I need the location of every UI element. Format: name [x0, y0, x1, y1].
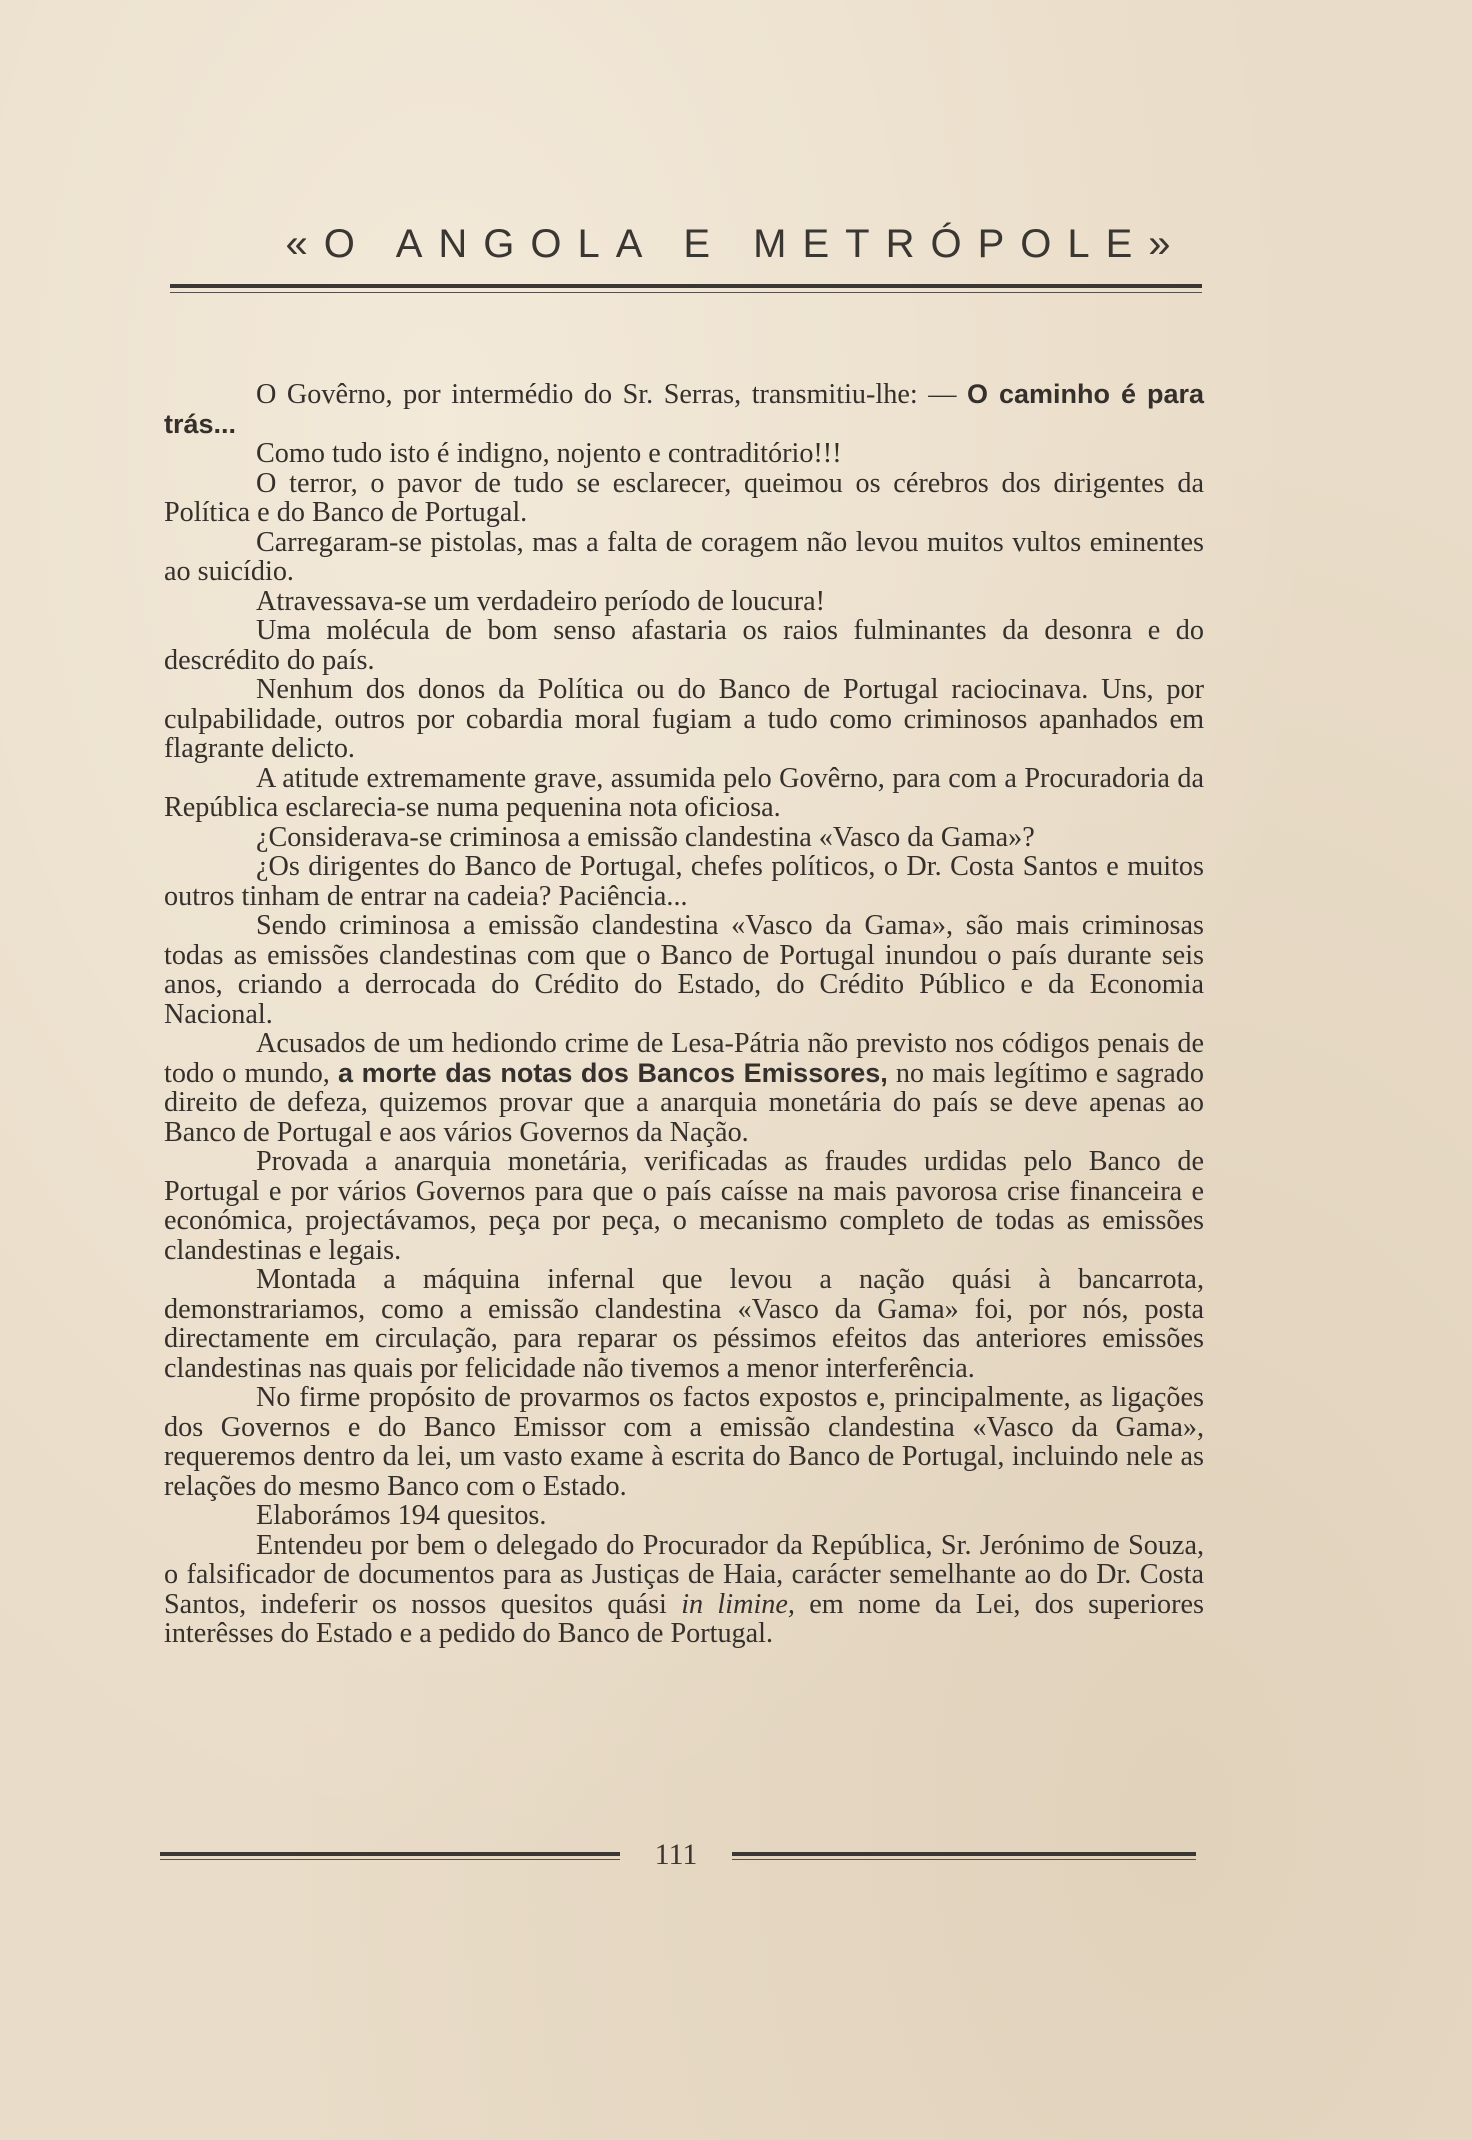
header-rule-thick: [170, 284, 1202, 288]
paragraph: [164, 1147, 1204, 1265]
paragraph-text: Atravessava-se um verdadeiro período de loucura!: [256, 585, 825, 617]
paragraph-text: Carregaram-se pistolas, mas a falta de coragem não levou muitos vultos eminentes ao suicídio.: [164, 526, 1204, 587]
header-rule-thin: [170, 292, 1202, 293]
paragraph: [164, 1501, 1204, 1531]
emphasis-bold-text: O caminho é para trás...: [164, 379, 1205, 439]
paragraph: [164, 675, 1204, 764]
paragraph-text: Como tudo isto é indigno, nojento e contraditório!!!: [256, 438, 842, 469]
page-number: 111: [654, 1838, 698, 1871]
paragraph: [164, 1265, 1204, 1383]
paragraph-text: O Govêrno, por intermédio do Sr. Serras, transmitiu-lhe: —: [256, 379, 967, 410]
paragraph-text: ¿Considerava-se criminosa a emissão clandestina «Vasco da Gama»?: [256, 821, 1035, 853]
footer-rule-right: [732, 1852, 1196, 1860]
paragraph: [164, 469, 1204, 528]
paragraph-text: no mais legítimo e sagrado direito de defeza, quizemos provar que a anarquia monetária do país se deve apenas ao Banco de Portugal e aos vários Governos da Nação.: [164, 1057, 1204, 1148]
paragraph: [164, 380, 1204, 439]
footer-rule-left: [160, 1852, 620, 1860]
paragraph: [164, 852, 1204, 911]
emphasis-italic-text: in limine,: [681, 1588, 795, 1620]
paragraph-text: Uma molécula de bom senso afastaria os raios fulminantes da desonra e do descrédito do país.: [164, 615, 1204, 676]
body-text: [164, 380, 1204, 1649]
paragraph-text: ¿Os dirigentes do Banco de Portugal, chefes políticos, o Dr. Costa Santos e muitos outros tinham de entrar na cadeia? Paciência...: [164, 851, 1204, 912]
paragraph: [164, 1531, 1204, 1649]
footer-rule-left-thick: [160, 1852, 620, 1856]
paragraph: [164, 911, 1204, 1029]
paragraph-text: Elaborámos 194 quesitos.: [256, 1500, 547, 1531]
paragraph-text: Provada a anarquia monetária, verificadas as fraudes urdidas pelo Banco de Portugal e por vários Governos para que o país caísse na mais pavorosa crise financeira e económica, projectávamos, peça por peça, o mecanismo completo de todas as emissões clandestinas e legais.: [164, 1146, 1204, 1266]
paragraph: [164, 1383, 1204, 1501]
paragraph-text: No firme propósito de provarmos os factos expostos e, principalmente, as ligações dos Governos e do Banco Emissor com a emissão clandestina «Vasco da Gama», requeremos dentro da lei, um vasto exame à escrita do Banco de Portugal, incluindo nele as relações do mesmo Banco com o Estado.: [164, 1382, 1204, 1502]
running-header-title: «O ANGOLA E METRÓPOLE»: [285, 222, 1187, 266]
paragraph-text: Nenhum dos donos da Política ou do Banco de Portugal raciocinava. Uns, por culpabilidade, outros por cobardia moral fugiam a tudo como criminosos apanhados em flagrante delicto.: [164, 674, 1204, 764]
paragraph: [164, 616, 1204, 675]
paragraph-text: Sendo criminosa a emissão clandestina «Vasco da Gama», são mais criminosas todas as emissões clandestinas com que o Banco de Portugal inundou o país durante seis anos, criando a derrocada do Crédito do Estado, do Crédito Público e da Economia Nacional.: [164, 910, 1204, 1030]
paragraph-text: Acusados de um hediondo crime de Lesa-Pátria não previsto nos códigos penais de todo o mundo,: [164, 1028, 1204, 1089]
paragraph-text: Entendeu por bem o delegado do Procurador da República, Sr. Jerónimo de Souza, o falsificador de documentos para as Justiças de Haia, carácter semelhante ao do Dr. Costa Santos, indeferir os nossos quesitos quási: [164, 1529, 1204, 1620]
paragraph: [164, 528, 1204, 587]
page-footer: [160, 1838, 1196, 1878]
paragraph: [164, 439, 1204, 469]
paragraph: [164, 764, 1204, 823]
paragraph-text: A atitude extremamente grave, assumida pelo Govêrno, para com a Procuradoria da República esclarecia-se numa pequenina nota oficiosa.: [164, 762, 1204, 823]
paragraph: [164, 1029, 1204, 1147]
paragraph: [164, 587, 1204, 617]
footer-rule-left-thin: [160, 1859, 620, 1860]
paragraph-text: Montada a máquina infernal que levou a nação quási à bancarrota, demonstrariamos, como a emissão clandestina «Vasco da Gama» foi, por nós, posta directamente em circulação, para reparar os péssimos efeitos das anteriores emissões clandestinas nas quais por felicidade não tivemos a menor interferência.: [164, 1264, 1204, 1384]
footer-rule-right-thin: [732, 1859, 1196, 1860]
emphasis-bold-text: a morte das notas dos Bancos Emissores,: [337, 1057, 888, 1088]
header-rule: [170, 284, 1202, 293]
paragraph-text: O terror, o pavor de tudo se esclarecer, queimou os cérebros dos dirigentes da Política e do Banco de Portugal.: [164, 467, 1204, 528]
paragraph: [164, 823, 1204, 853]
paragraph-text: em nome da Lei, dos superiores interêsses do Estado e a pedido do Banco de Portugal.: [164, 1588, 1205, 1649]
footer-rule-right-thick: [732, 1852, 1196, 1856]
